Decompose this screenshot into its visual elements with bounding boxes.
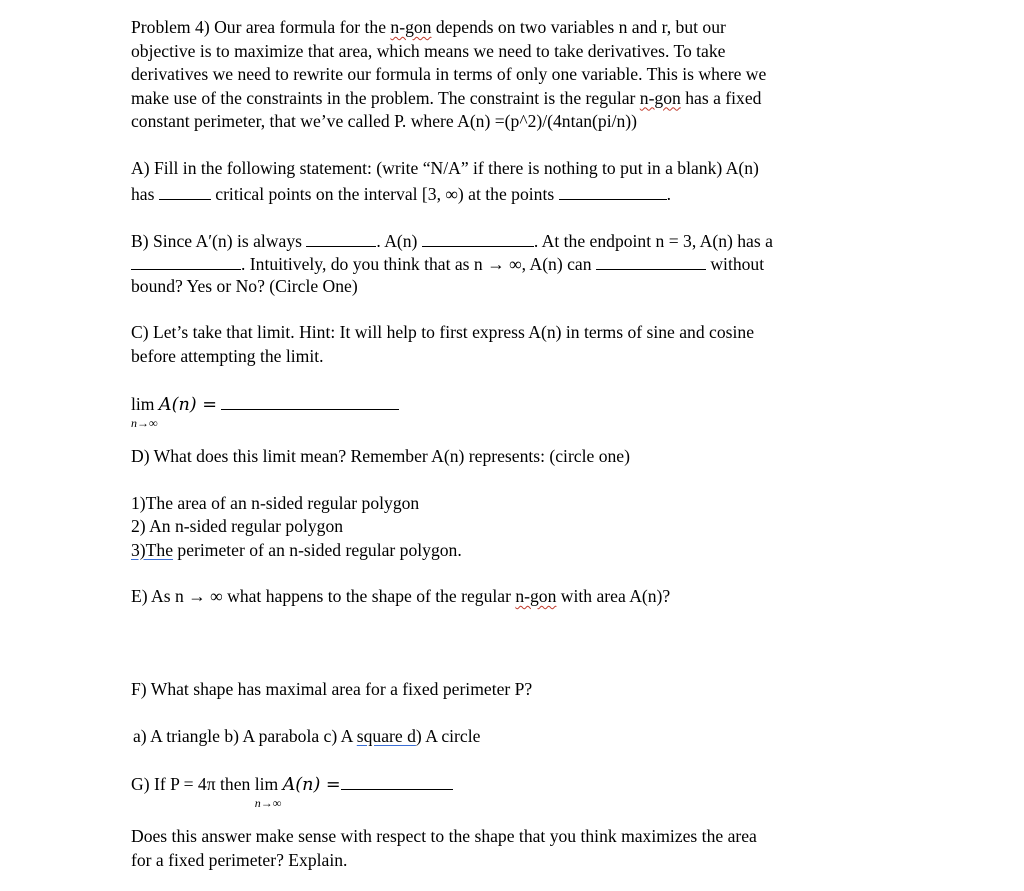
part-b-text: without <box>710 254 765 274</box>
problem-line-2: objective is to maximize that area, which means we need to take derivatives. To take <box>131 40 726 61</box>
part-g-followup-1: Does this answer make sense with respect to the shape that you think maximizes the area <box>131 826 757 846</box>
problem-text: make use of the constraints in the problem. The constraint is the regular <box>131 87 640 108</box>
lim-text: lim <box>131 394 155 414</box>
lim-subscript: n→∞ <box>254 796 282 810</box>
limit-expression: A(n) = <box>158 395 217 415</box>
problem-text: Problem 4) Our area formula for the <box>131 17 391 37</box>
answer-blank[interactable] <box>131 251 241 270</box>
choices-text: a) A triangle b) A parabola c) A <box>133 725 357 746</box>
part-f-question: F) What shape has maximal area for a fixed perimeter P? <box>131 679 533 699</box>
answer-blank[interactable] <box>422 228 534 247</box>
answer-blank[interactable] <box>221 391 399 410</box>
part-a-text: . <box>666 183 671 204</box>
part-b-text: . Intuitively, do you think that as n → ∞, A(n) can <box>241 254 592 274</box>
part-g-text: G) If P = 4π then <box>131 774 255 794</box>
problem-line-4 <box>131 87 761 111</box>
choices-text: ) A circle <box>415 725 481 746</box>
spellcheck-word[interactable]: n-gon <box>639 87 681 108</box>
answer-blank[interactable] <box>306 228 376 247</box>
part-d-question: D) What does this limit mean? Remember A(n) represents: (circle one) <box>131 446 630 466</box>
answer-blank[interactable] <box>596 251 706 270</box>
part-e-question <box>131 585 670 609</box>
part-e-text: with area A(n)? <box>556 586 671 606</box>
part-b-text: . A(n) <box>376 230 418 251</box>
underlined-text: 3)The <box>131 539 174 560</box>
answer-blank[interactable] <box>159 181 211 200</box>
part-f-choices[interactable] <box>133 725 480 749</box>
option-text: perimeter of an n-sided regular polygon. <box>173 539 462 560</box>
part-a-line-2 <box>131 181 671 207</box>
spellcheck-word[interactable]: n-gon <box>515 586 557 606</box>
part-a-text: has <box>131 183 155 204</box>
lim-text: lim <box>254 774 279 794</box>
problem-text: depends on two variables n and r, but our <box>431 17 726 37</box>
problem-line-5: constant perimeter, that we’ve called P. where A(n) =(p^2)/(4ntan(pi/n)) <box>131 111 638 131</box>
part-b-text: B) Since A′(n) is always <box>131 230 302 251</box>
part-g-followup-2: for a fixed perimeter? Explain. <box>131 849 348 870</box>
problem-line-1 <box>131 16 726 40</box>
part-e-text: E) As n → ∞ what happens to the shape of the regular <box>131 586 516 606</box>
limit-operator <box>131 393 158 430</box>
part-a-text: critical points on the interval [3, ∞) at the points <box>215 183 555 204</box>
part-c-limit <box>131 391 399 430</box>
spellcheck-word[interactable]: n-gon <box>390 17 432 37</box>
part-d-option-2[interactable]: 2) An n-sided regular polygon <box>131 516 344 536</box>
part-c-line-2: before attempting the limit. <box>131 345 324 366</box>
limit-expression: A(n) = <box>282 775 341 795</box>
part-b-line-1 <box>131 228 773 254</box>
limit-operator <box>254 773 282 810</box>
part-b-line-3: bound? Yes or No? (Circle One) <box>131 275 358 296</box>
underlined-text: square d <box>356 725 416 746</box>
part-d-option-3[interactable] <box>131 539 462 563</box>
part-d-option-1[interactable]: 1)The area of an n-sided regular polygon <box>131 492 420 513</box>
lim-subscript: n→∞ <box>131 416 158 430</box>
problem-line-3: derivatives we need to rewrite our formula in terms of only one variable. This is where we <box>131 64 767 84</box>
part-b-text: . At the endpoint n = 3, A(n) has a <box>533 230 773 251</box>
problem-text: has a fixed <box>680 87 762 108</box>
part-b-line-2 <box>131 251 764 277</box>
answer-blank[interactable] <box>559 181 667 200</box>
part-a-line-1: A) Fill in the following statement: (write “N/A” if there is nothing to put in a blank) A(n) <box>131 158 759 178</box>
part-c-line-1: C) Let’s take that limit. Hint: It will help to first express A(n) in terms of sine and cosine <box>131 322 754 342</box>
part-g-question <box>131 771 453 810</box>
answer-blank[interactable] <box>341 771 453 790</box>
